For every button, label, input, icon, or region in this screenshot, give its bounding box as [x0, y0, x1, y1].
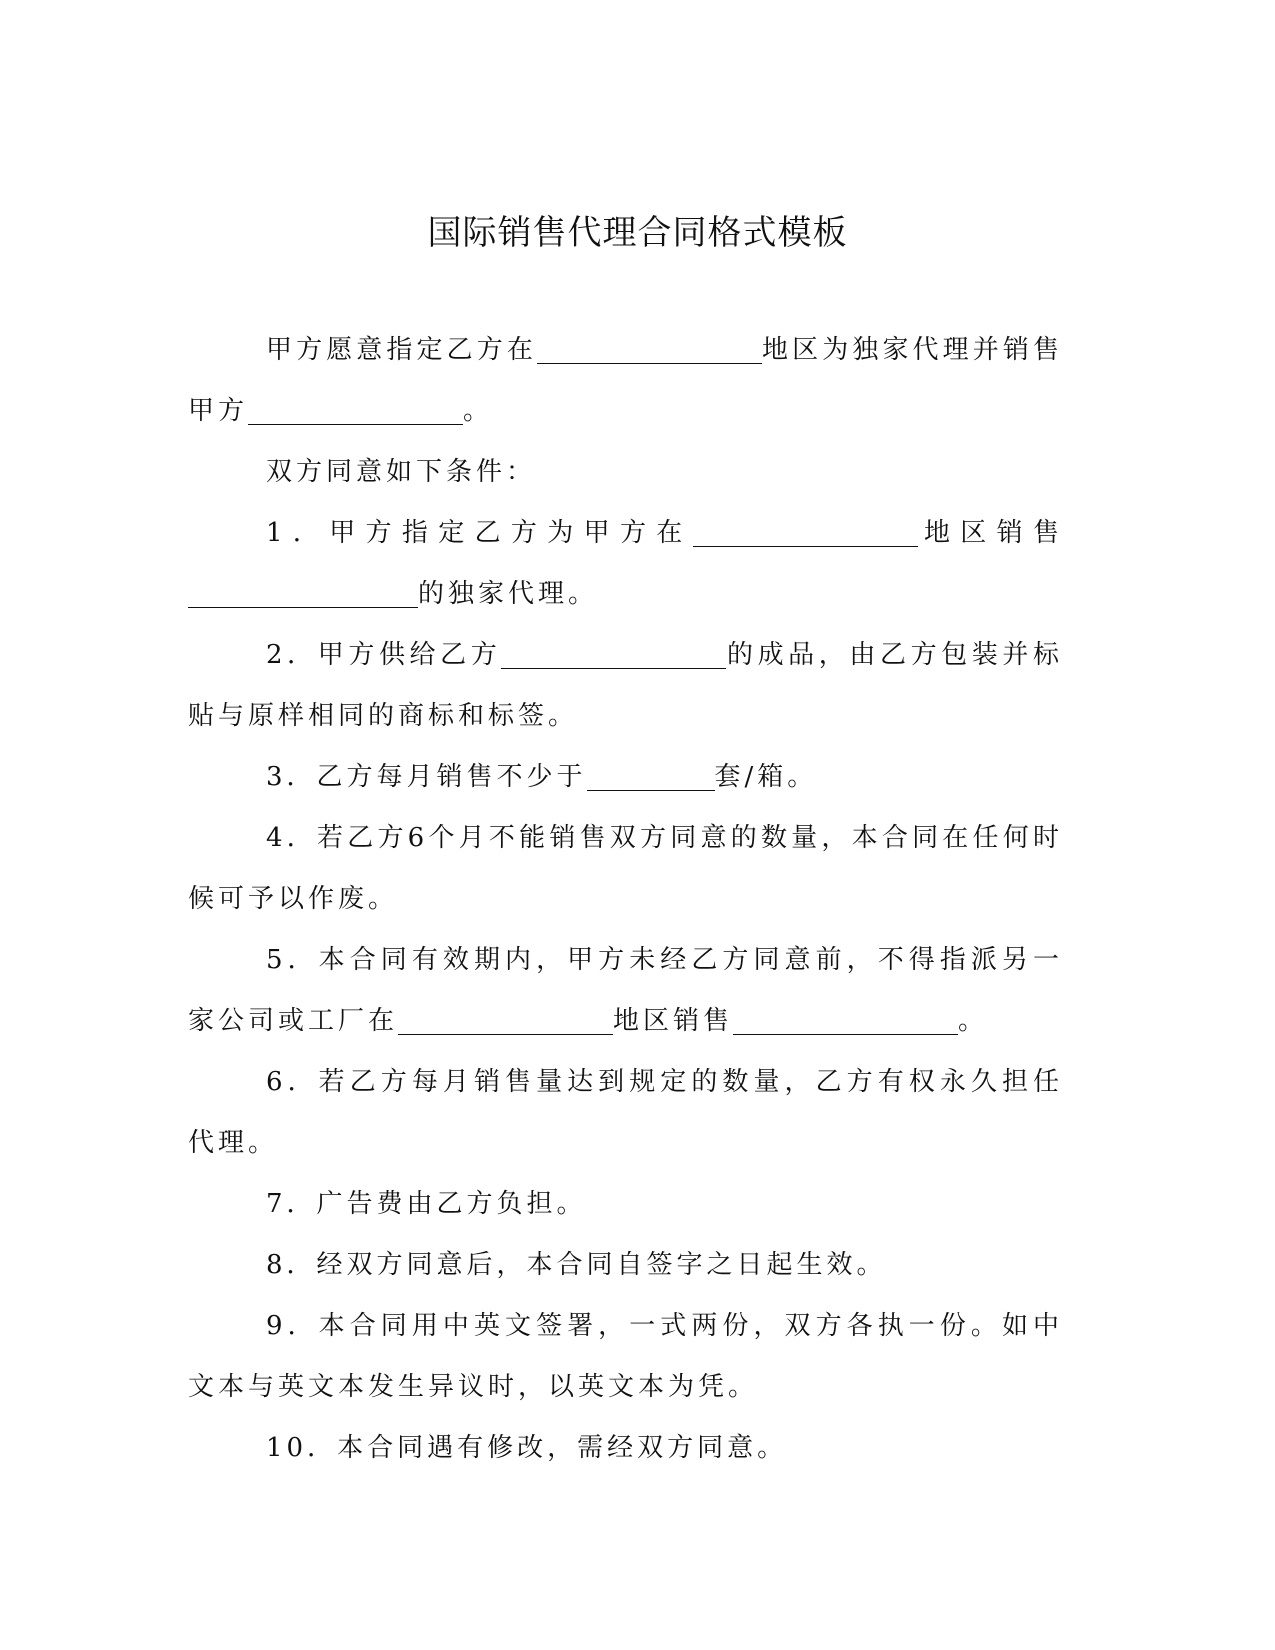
- clause-2-text-1: 2．甲方供给乙方: [266, 640, 502, 670]
- clause-5: [188, 930, 1063, 1052]
- clause-4: 4．若乙方6个月不能销售双方同意的数量，本合同在任何时候可予以作废。: [188, 823, 1063, 914]
- intro-text-2: 地区为独家代理并销售甲方: [188, 335, 1063, 426]
- blank-line: [248, 394, 463, 425]
- clause-7: 7．广告费由乙方负担。: [266, 1189, 587, 1219]
- blank-line: [501, 638, 726, 669]
- clause-6: 6．若乙方每月销售量达到规定的数量，乙方有权永久担任代理。: [188, 1067, 1063, 1158]
- clause-5-text-1: 5．本合同有效期内，甲方未经乙方同意前，不得指派另一家公司或工厂在: [188, 945, 1063, 1036]
- clause-1: [188, 503, 1063, 625]
- clause-1-text-2: 地区销售: [917, 518, 1063, 548]
- blank-line: [733, 1004, 958, 1035]
- blank-line: [188, 577, 418, 608]
- clause-2: [188, 625, 1063, 747]
- blank-line: [537, 333, 762, 364]
- blank-line: [693, 516, 918, 547]
- clause-5-text-2: 地区销售: [613, 1006, 734, 1036]
- clause-1-text-1: 1．甲方指定乙方为甲方在: [266, 518, 693, 548]
- clause-10: 10．本合同遇有修改，需经双方同意。: [266, 1433, 788, 1463]
- clause-9: 9．本合同用中英文签署，一式两份，双方各执一份。如中文本与英文本发生异议时，以英文本为凭。: [188, 1311, 1063, 1402]
- clause-3-text-1: 3．乙方每月销售不少于: [266, 762, 587, 792]
- agreement-line: 双方同意如下条件：: [266, 457, 537, 487]
- intro-paragraph: [188, 320, 1063, 442]
- clause-3: [188, 747, 1063, 808]
- blank-line: [398, 1004, 613, 1035]
- intro-text-1: 甲方愿意指定乙方在: [266, 335, 537, 365]
- clause-3-text-2: 套/箱。: [714, 762, 818, 792]
- clause-8: 8．经双方同意后，本合同自签字之日起生效。: [266, 1250, 887, 1280]
- document-title: 国际销售代理合同格式模板: [427, 213, 848, 253]
- blank-line: [587, 760, 715, 791]
- clause-5-text-3: 。: [958, 1006, 989, 1036]
- clause-2-text-2: 的成品，由乙方包装并标贴与原样相同的商标和标签。: [188, 640, 1063, 731]
- contract-body: [188, 320, 1063, 1479]
- clause-1-text-3: 的独家代理。: [418, 579, 599, 609]
- intro-text-3: 。: [463, 396, 494, 426]
